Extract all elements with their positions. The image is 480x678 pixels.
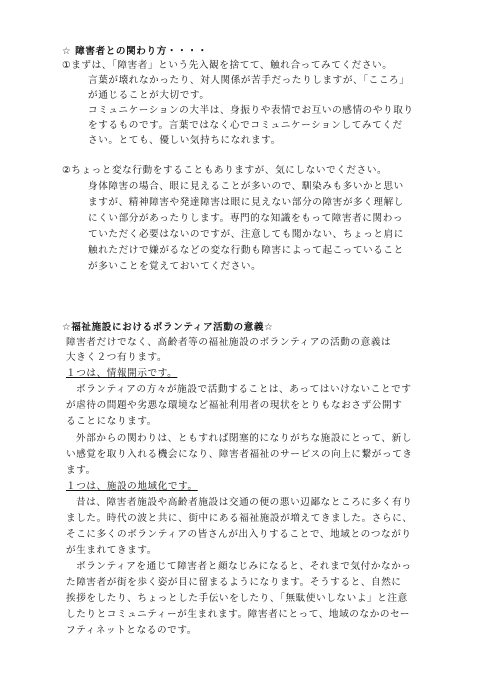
- section2-point2-line: た障害者が街を歩く姿が目に留まるようになります。そうすると、自然に: [66, 577, 402, 588]
- section2-point1-line: 外部からの関わりは、ともすれば閉塞的になりがちな施設にとって、新し: [76, 433, 413, 444]
- section1-item1-line: をするものです。言葉ではなく心でコミュニケーションしてみてくだ: [88, 120, 403, 131]
- section1-item2-line: 身体障害の場合、眼に見えることが多いので、馴染みも多いかと思い: [88, 181, 404, 192]
- section1-item1-line: コミュニケーションの大半は、身振りや表情でお互いの感情のやり取り: [88, 105, 414, 116]
- section2-point1-line: ボランティアの方々が施設で活動することは、あってはいけないことです: [76, 384, 412, 395]
- section2-point2-line: 挨拶をしたり、ちょっとした手伝いをしたり、「無駄使いしないよ」と注意: [66, 593, 408, 604]
- section1-item2-line: 触れただけで嫌がるなどの変な行動も障害によって起こっていること: [88, 245, 404, 256]
- section2-point2-line: ました。時代の波と共に、街中にある福祉施設が増えてきました。さらに、: [66, 513, 413, 524]
- section1-item1-line: 言葉が壊れなかったり、対人関係が苦手だったりしますが、「こころ」: [88, 75, 410, 86]
- section1-item1-line: さい。とても、優しい気持ちになれます。: [88, 135, 281, 146]
- section1-item2-line: が多いことを覚えておいてください。: [88, 261, 262, 272]
- section1-item1-line: が通じることが大切です。: [88, 90, 210, 101]
- section2-title: ☆福祉施設におけるボランティア活動の意義☆: [62, 322, 274, 333]
- section1-title: ☆ 障害者との関わり方・・・・: [62, 46, 208, 57]
- section2-point2-heading: １つは、施設の地域化です。: [66, 481, 198, 492]
- section2-point2-line: 昔は、障害者施設や高齢者施設は交通の便の悪い辺鄙なところに多く有り: [76, 497, 413, 508]
- section2-point2-line: が生まれてきます。: [66, 545, 157, 556]
- section1-item1-heading: ①まずは、「障害者」という先入観を捨てて、触れ合ってみてください。: [62, 60, 393, 71]
- section2-intro-line: 大きく２つ有ります。: [66, 352, 168, 363]
- section2-point1-line: ます。: [66, 465, 96, 476]
- section2-point2-line: ボランティアを通じて障害者と顔なじみになると、それまで気付かなかっ: [76, 561, 412, 572]
- section2-point2-line: フティネットとなるのです。: [66, 625, 197, 636]
- section1-item2-line: ますが、精神障害や発達障害は眼に見えない部分の障害が多く理解し: [88, 197, 405, 208]
- section1-item2-line: ていただく必要はないのですが、注意しても聞かない、ちょっと肩に: [88, 229, 405, 240]
- section2-point1-line: が虐待の問題や劣悪な環境など福祉利用者の現状をとりもなおさず公開す: [66, 400, 403, 411]
- section2-intro-line: 障害者だけでなく、高齢者等の福祉施設のボランティアの活動の意義は: [66, 337, 392, 348]
- section2-point1-line: ることになります。: [66, 416, 157, 427]
- section2-point2-line: そこに多くのボランティアの皆さんが出入りすることで、地域とのつながり: [66, 529, 412, 540]
- section2-point1-heading: １つは、情報開示です。: [66, 368, 178, 379]
- section1-item2-line: にくい部分があったりします。専門的な知識をもって障害者に関わっ: [88, 213, 404, 224]
- section2-point2-line: したりとコミュニティーが生まれます。障害者にとって、地域のなかのセー: [66, 609, 411, 620]
- section2-point1-line: い感覚を取り入れる機会になり、障害者福祉のサービスの向上に繋がってき: [66, 449, 413, 460]
- section1-item2-heading: ②ちょっと変な行動をすることもありますが、気にしないでください。: [62, 165, 388, 176]
